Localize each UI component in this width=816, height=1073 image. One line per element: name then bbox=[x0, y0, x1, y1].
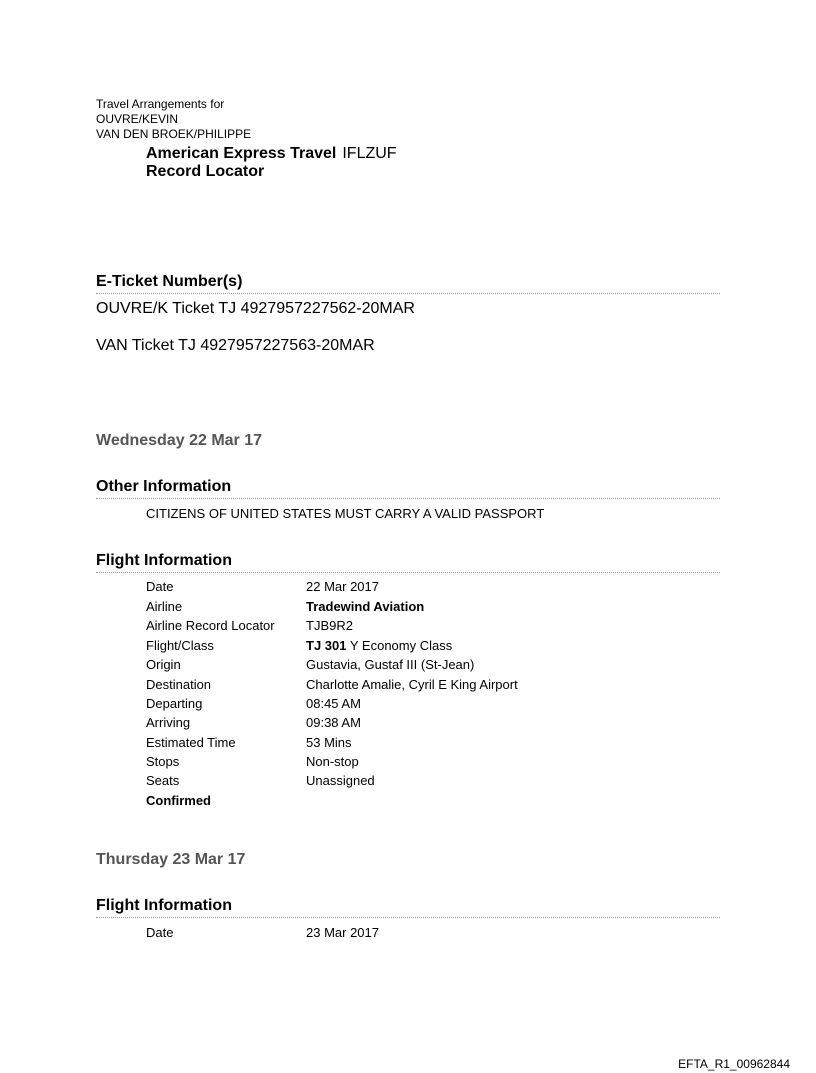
estimated-time-label: Estimated Time bbox=[146, 735, 236, 750]
other-info-text: CITIZENS OF UNITED STATES MUST CARRY A VALID PASSPORT bbox=[146, 506, 545, 521]
airline-record-locator-label: Airline Record Locator bbox=[146, 618, 275, 633]
origin-value: Gustavia, Gustaf III (St-Jean) bbox=[306, 657, 475, 672]
record-locator-label: Record Locator bbox=[146, 163, 265, 180]
flight-number: TJ 301 bbox=[306, 638, 347, 653]
seats-label: Seats bbox=[146, 773, 180, 788]
stops-value: Non-stop bbox=[306, 754, 359, 769]
departing-value: 08:45 AM bbox=[306, 696, 361, 711]
eticket-section-title: E-Ticket Number(s) bbox=[96, 272, 720, 294]
airline-label: Airline bbox=[146, 599, 183, 614]
destination-label: Destination bbox=[146, 677, 212, 692]
amex-label: American Express Travel bbox=[146, 145, 337, 162]
day1-date-header: Wednesday 22 Mar 17 bbox=[96, 432, 263, 449]
flight-class-label: Flight/Class bbox=[146, 638, 214, 653]
airline-value: Tradewind Aviation bbox=[306, 599, 425, 614]
date-label: Date bbox=[146, 925, 174, 940]
date-value: 23 Mar 2017 bbox=[306, 925, 379, 940]
traveler-name-2: VAN DEN BROEK/PHILIPPE bbox=[96, 127, 252, 141]
day1-flight-info-title: Flight Information bbox=[96, 551, 720, 573]
origin-label: Origin bbox=[146, 657, 181, 672]
class-value: Y Economy Class bbox=[349, 638, 453, 653]
eticket-item-2: VAN Ticket TJ 4927957227563-20MAR bbox=[96, 337, 375, 354]
eticket-item-1: OUVRE/K Ticket TJ 4927957227562-20MAR bbox=[96, 300, 415, 317]
booking-status: Confirmed bbox=[146, 793, 211, 808]
day2-date-header: Thursday 23 Mar 17 bbox=[96, 851, 246, 868]
document-id: EFTA_R1_00962844 bbox=[678, 1057, 790, 1071]
seats-value: Unassigned bbox=[306, 773, 375, 788]
amex-record-code: IFLZUF bbox=[342, 145, 397, 162]
date-label: Date bbox=[146, 579, 174, 594]
date-value: 22 Mar 2017 bbox=[306, 579, 379, 594]
estimated-time-value: 53 Mins bbox=[306, 735, 352, 750]
airline-record-locator-value: TJB9R2 bbox=[306, 618, 353, 633]
other-info-title: Other Information bbox=[96, 477, 720, 499]
stops-label: Stops bbox=[146, 754, 180, 769]
arriving-value: 09:38 AM bbox=[306, 715, 361, 730]
day2-flight-info-title: Flight Information bbox=[96, 896, 720, 918]
traveler-name-1: OUVRE/KEVIN bbox=[96, 112, 179, 126]
flight-class-value bbox=[306, 638, 452, 654]
arriving-label: Arriving bbox=[146, 715, 191, 730]
amex-record-line bbox=[146, 145, 397, 163]
destination-value: Charlotte Amalie, Cyril E King Airport bbox=[306, 677, 518, 692]
departing-label: Departing bbox=[146, 696, 203, 711]
travel-arrangements-label: Travel Arrangements for bbox=[96, 97, 225, 111]
